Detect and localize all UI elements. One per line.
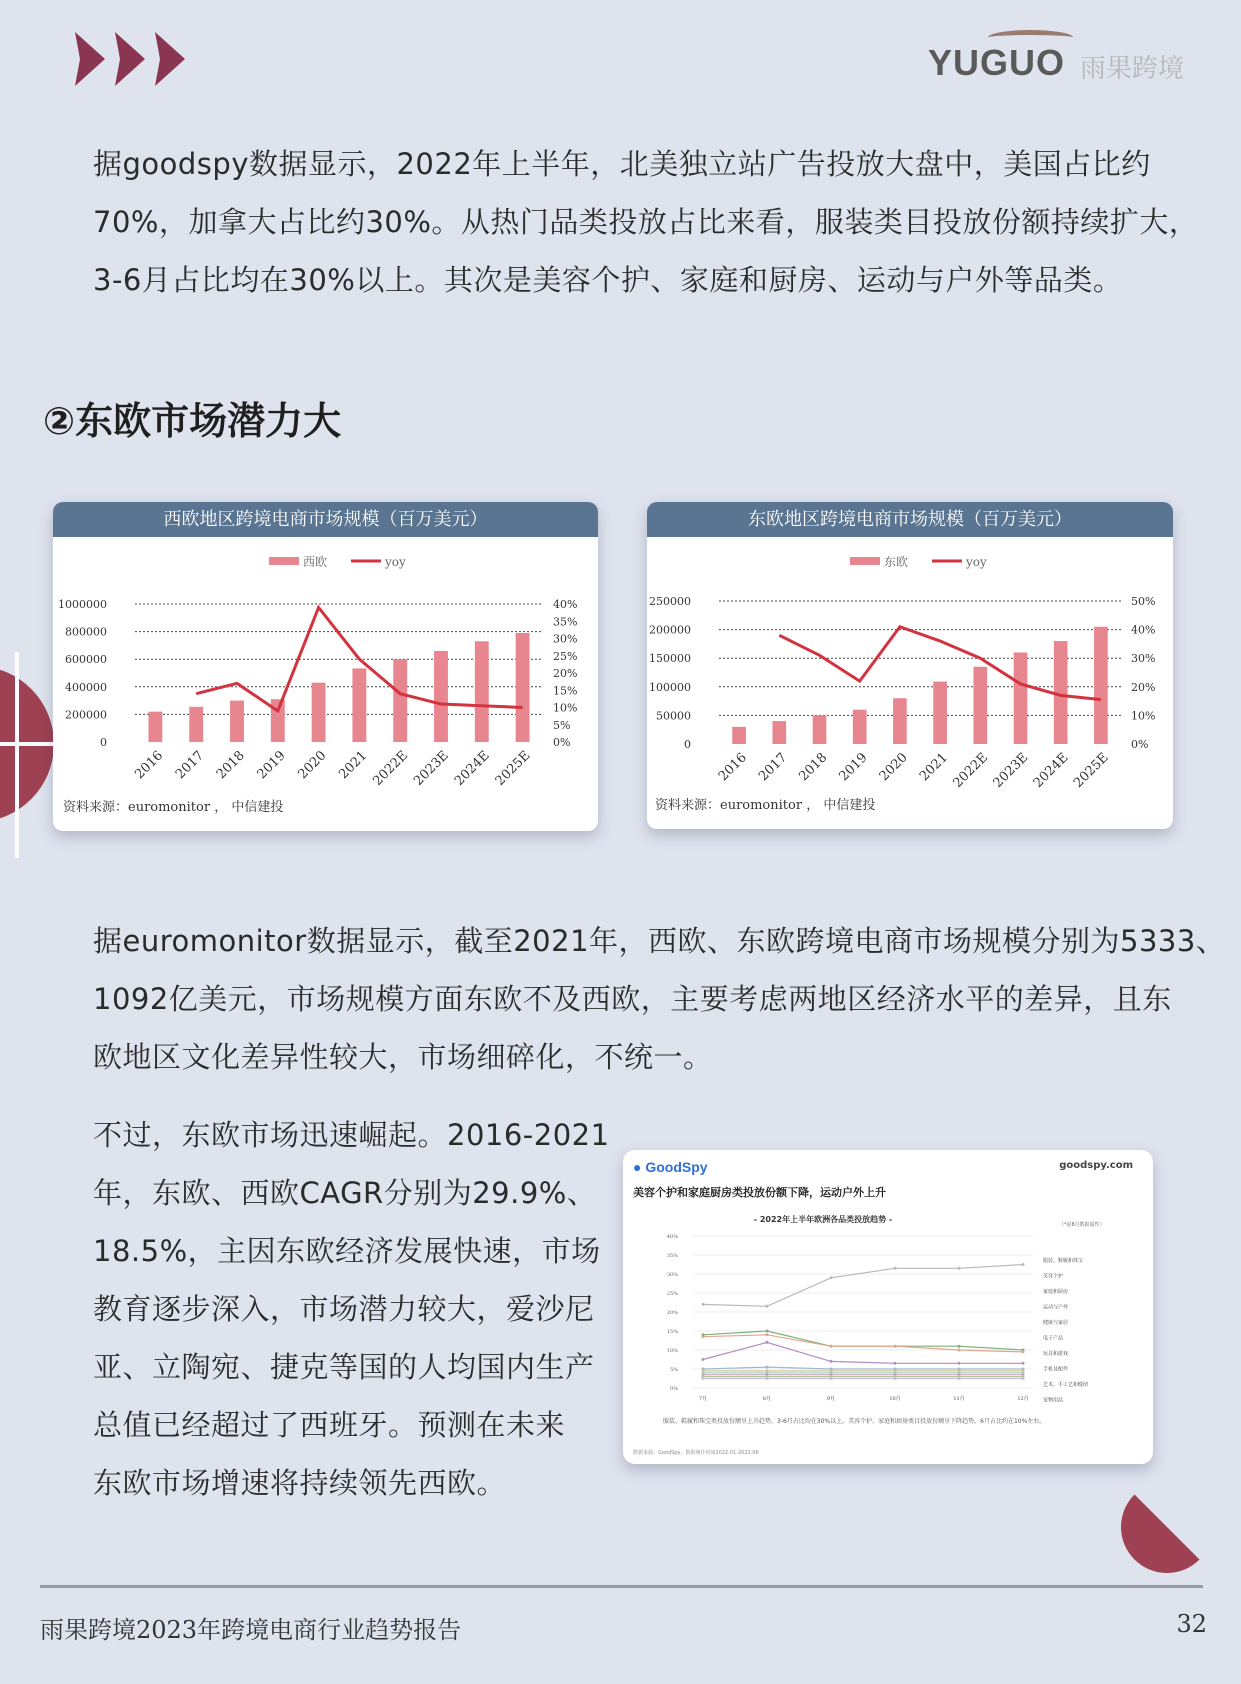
x-tick-label: 2022E <box>370 748 412 789</box>
y2-tick-label: 30% <box>1131 652 1156 666</box>
goodspy-y-tick-label: 40% <box>666 1234 678 1240</box>
goodspy-point <box>830 1276 833 1279</box>
x-tick-label: 2023E <box>990 750 1032 791</box>
paragraph-3-line: 亚、立陶宛、捷克等国的人均国内生产 <box>93 1350 595 1384</box>
legend-bar-swatch <box>850 557 880 565</box>
goodspy-point <box>702 1335 705 1338</box>
paragraph-1-line: 70%，加拿大占比约30%。从热门品类投放占比来看，服装类目投放份额持续扩大， <box>93 205 1199 239</box>
goodspy-legend-label: 电子产品 <box>1043 1335 1064 1342</box>
bar <box>853 710 867 744</box>
goodspy-point <box>766 1377 769 1380</box>
goodspy-y-tick-label: 30% <box>666 1272 678 1278</box>
x-tick-label: 2021 <box>336 748 371 783</box>
y2-tick-label: 20% <box>1131 680 1156 694</box>
goodspy-y-tick-label: 15% <box>666 1329 678 1335</box>
bar <box>772 721 786 744</box>
legend-bar-label: 东欧 <box>884 555 909 569</box>
bar <box>352 668 366 742</box>
y2-tick-label: 35% <box>553 615 578 629</box>
y-tick-label: 0 <box>100 736 107 749</box>
bar <box>973 667 987 744</box>
x-tick-label: 2017 <box>756 750 791 785</box>
goodspy-point <box>702 1303 705 1306</box>
paragraph-1 <box>93 135 1198 309</box>
goodspy-point <box>894 1345 897 1348</box>
x-tick-label: 2018 <box>796 750 831 785</box>
goodspy-title: 美容个护和家庭厨房类投放份额下降，运动户外上升 <box>633 1186 886 1199</box>
paragraph-3-line: 不过，东欧市场迅速崛起。2016-2021 <box>93 1118 610 1152</box>
x-tick-label: 2019 <box>836 750 871 785</box>
goodspy-point <box>1022 1350 1025 1353</box>
bar <box>189 707 203 742</box>
goodspy-point <box>958 1362 961 1365</box>
chart-card-west <box>53 502 598 831</box>
x-tick-label: 2020 <box>295 748 330 783</box>
x-tick-label: 2017 <box>173 748 208 783</box>
goodspy-point <box>766 1305 769 1308</box>
x-tick-label: 2016 <box>132 748 167 783</box>
y-tick-label: 50000 <box>656 709 691 723</box>
footer-divider <box>40 1585 1203 1588</box>
y-tick-label: 200000 <box>65 708 107 722</box>
goodspy-y-tick-label: 0% <box>670 1386 678 1392</box>
x-tick-label: 2016 <box>715 750 750 785</box>
y2-tick-label: 0% <box>553 736 571 749</box>
bar <box>312 683 326 742</box>
chart-east-source: 资料来源：euromonitor ， 中信建投 <box>655 798 876 813</box>
goodspy-x-tick-label: 12月 <box>1017 1396 1029 1402</box>
goodspy-point <box>894 1267 897 1270</box>
goodspy-point <box>894 1377 897 1380</box>
goodspy-y-tick-label: 5% <box>670 1367 678 1373</box>
y2-tick-label: 20% <box>553 667 578 680</box>
goodspy-x-tick-label: 8月 <box>762 1396 772 1402</box>
goodspy-legend-label: 健康与家居 <box>1043 1320 1069 1326</box>
chart-west-header: 西欧地区跨境电商市场规模（百万美元） <box>53 502 598 537</box>
goodspy-point <box>1022 1263 1025 1266</box>
goodspy-site: goodspy.com <box>1059 1160 1133 1171</box>
goodspy-y-tick-label: 10% <box>666 1348 678 1354</box>
goodspy-legend-label: 服装、鞋履和珠宝 <box>1043 1258 1084 1264</box>
paragraph-2-line: 欧地区文化差异性较大，市场细碎化，不统一。 <box>93 1040 713 1074</box>
y-tick-label: 150000 <box>649 652 691 666</box>
goodspy-logo-icon: ● <box>633 1159 642 1175</box>
bar <box>230 701 244 742</box>
goodspy-note: 服装、鞋履和珠宝类投放份额呈上升趋势，3-6月占比均在30%以上。美容个护、家庭和厨房类目投放份额呈下降趋势，6月占比约在10%左右。 <box>663 1418 1046 1425</box>
goodspy-subtitle: - 2022年上半年欧洲各品类投放趋势 - <box>753 1215 893 1224</box>
x-tick-label: 2025E <box>492 748 534 789</box>
paragraph-1-line: 3-6月占比均在30%以上。其次是美容个护、家庭和厨房、运动与户外等品类。 <box>93 263 1123 297</box>
x-tick-label: 2024E <box>451 748 493 789</box>
bar <box>393 659 407 742</box>
bar <box>516 633 530 742</box>
bar <box>893 698 907 744</box>
goodspy-series-line <box>703 1342 1023 1363</box>
legend-line-label: yoy <box>966 555 987 569</box>
goodspy-legend-label: 运动与户外 <box>1043 1304 1069 1311</box>
paragraph-2-line: 据euromonitor数据显示，截至2021年，西欧、东欧跨境电商市场规模分别为5333、 <box>93 924 1226 958</box>
logo-text: YUGUO <box>928 42 1066 83</box>
paragraph-3-line: 教育逐步深入，市场潜力较大，爱沙尼 <box>93 1292 595 1326</box>
chart-east-header: 东欧地区跨境电商市场规模（百万美元） <box>647 502 1173 537</box>
goodspy-y-tick-label: 20% <box>666 1310 678 1316</box>
goodspy-point <box>958 1349 961 1352</box>
decorative-cross-line-h <box>0 742 54 746</box>
goodspy-legend-label: 玩具和游戏 <box>1043 1351 1069 1357</box>
bar <box>933 682 947 744</box>
y2-tick-label: 50% <box>1131 595 1156 608</box>
chart-east-svg <box>647 537 1173 797</box>
goodspy-y-tick-label: 25% <box>666 1291 678 1297</box>
y-tick-label: 100000 <box>649 680 691 694</box>
y-tick-label: 800000 <box>65 625 107 639</box>
y2-tick-label: 10% <box>553 701 578 715</box>
y-tick-label: 0 <box>684 738 691 751</box>
paragraph-3-line: 东欧市场增速将持续领先西欧。 <box>93 1466 507 1500</box>
goodspy-point <box>958 1345 961 1348</box>
x-tick-label: 2021 <box>916 750 951 785</box>
y-tick-label: 400000 <box>65 680 107 694</box>
goodspy-y-tick-label: 35% <box>666 1253 678 1259</box>
goodspy-legend-label: 宠物用品 <box>1043 1397 1064 1404</box>
decorative-circle-bottom-right <box>1121 1481 1213 1573</box>
goodspy-point <box>894 1362 897 1365</box>
bar <box>732 727 746 744</box>
decorative-cross-line-v <box>15 652 19 858</box>
goodspy-source: 数据来源：GoodSpy，数据统计时间2022.01-2022.06 <box>633 1450 759 1456</box>
footer-title: 雨果跨境2023年跨境电商行业趋势报告 <box>40 1616 462 1644</box>
goodspy-legend-label: 艺术、手工艺和缝纫 <box>1043 1382 1089 1388</box>
paragraph-1-line: 据goodspy数据显示，2022年上半年，北美独立站广告投放大盘中，美国占比约 <box>93 147 1151 181</box>
chart-card-east <box>647 502 1173 829</box>
goodspy-point <box>830 1360 833 1363</box>
goodspy-series-line <box>703 1335 1023 1352</box>
goodspy-brand: GoodSpy <box>645 1159 708 1175</box>
goodspy-x-tick-label: 11月 <box>953 1396 965 1402</box>
goodspy-point <box>958 1377 961 1380</box>
x-tick-label: 2020 <box>876 750 911 785</box>
paragraph-3-line: 年，东欧、西欧CAGR分别为29.9%、 <box>93 1176 597 1210</box>
goodspy-point <box>766 1366 769 1369</box>
goodspy-legend-label: 美容个护 <box>1043 1273 1064 1280</box>
bar <box>1094 627 1108 744</box>
legend-line-label: yoy <box>385 555 406 569</box>
y2-tick-label: 15% <box>553 684 578 698</box>
y-tick-label: 1000000 <box>58 598 107 611</box>
y2-tick-label: 5% <box>553 718 571 732</box>
paragraph-3-line: 总值已经超过了西班牙。预测在未来 <box>93 1408 566 1442</box>
bar <box>271 699 285 742</box>
legend-bar-swatch <box>269 557 299 565</box>
goodspy-point <box>766 1333 769 1336</box>
x-tick-label: 2023E <box>411 748 452 789</box>
y-tick-label: 200000 <box>649 623 691 637</box>
paragraph-3 <box>93 1106 610 1512</box>
goodspy-point <box>830 1345 833 1348</box>
goodspy-point <box>958 1267 961 1270</box>
y2-tick-label: 0% <box>1131 738 1149 751</box>
paragraph-2-line: 1092亿美元，市场规模方面东欧不及西欧，主要考虑两地区经济水平的差异，且东 <box>93 982 1172 1016</box>
legend-bar-label: 西欧 <box>303 555 328 569</box>
goodspy-legend-note: （*前8月数据属性） <box>1059 1222 1105 1228</box>
bar <box>813 715 827 744</box>
page-number: 32 <box>1176 1610 1207 1638</box>
goodspy-x-tick-label: 9月 <box>826 1396 836 1402</box>
goodspy-legend-label: 手机及配件 <box>1043 1366 1069 1373</box>
bar <box>1014 652 1028 744</box>
goodspy-point <box>702 1377 705 1380</box>
goodspy-x-tick-label: 10月 <box>889 1396 901 1402</box>
paragraph-2 <box>93 912 1225 1086</box>
goodspy-series-line <box>703 1265 1023 1307</box>
bar <box>148 712 162 742</box>
y2-tick-label: 40% <box>1131 623 1156 637</box>
y2-tick-label: 30% <box>553 632 578 646</box>
chart-west-source: 资料来源：euromonitor ， 中信建投 <box>63 800 284 815</box>
logo <box>928 28 1208 88</box>
goodspy-point <box>1022 1362 1025 1365</box>
y-tick-label: 250000 <box>649 595 691 608</box>
section-title: ②东欧市场潜力大 <box>43 399 342 443</box>
logo-cn-text: 雨果跨境 <box>1080 54 1185 84</box>
goodspy-legend-label: 家庭和厨房 <box>1043 1289 1069 1295</box>
goodspy-point <box>830 1377 833 1380</box>
y2-tick-label: 10% <box>1131 709 1156 723</box>
goodspy-card <box>623 1150 1153 1464</box>
x-tick-label: 2022E <box>950 750 992 791</box>
bar <box>475 641 489 742</box>
x-tick-label: 2025E <box>1071 750 1112 791</box>
y-tick-label: 600000 <box>65 653 107 667</box>
paragraph-3-line: 18.5%，主因东欧经济发展快速，市场 <box>93 1234 601 1268</box>
goodspy-logo <box>633 1159 708 1175</box>
bar <box>434 651 448 742</box>
y2-tick-label: 40% <box>553 598 578 611</box>
goodspy-chart-svg <box>623 1226 1153 1446</box>
y2-tick-label: 25% <box>553 649 578 663</box>
x-tick-label: 2018 <box>213 748 248 783</box>
goodspy-point <box>702 1358 705 1361</box>
x-tick-label: 2024E <box>1030 750 1072 791</box>
goodspy-point <box>766 1330 769 1333</box>
goodspy-x-tick-label: 7月 <box>698 1396 708 1402</box>
arrow-chevrons-icon <box>70 30 190 88</box>
x-tick-label: 2019 <box>254 748 289 783</box>
goodspy-point <box>766 1341 769 1344</box>
chart-west-svg <box>53 537 598 797</box>
goodspy-point <box>1022 1377 1025 1380</box>
